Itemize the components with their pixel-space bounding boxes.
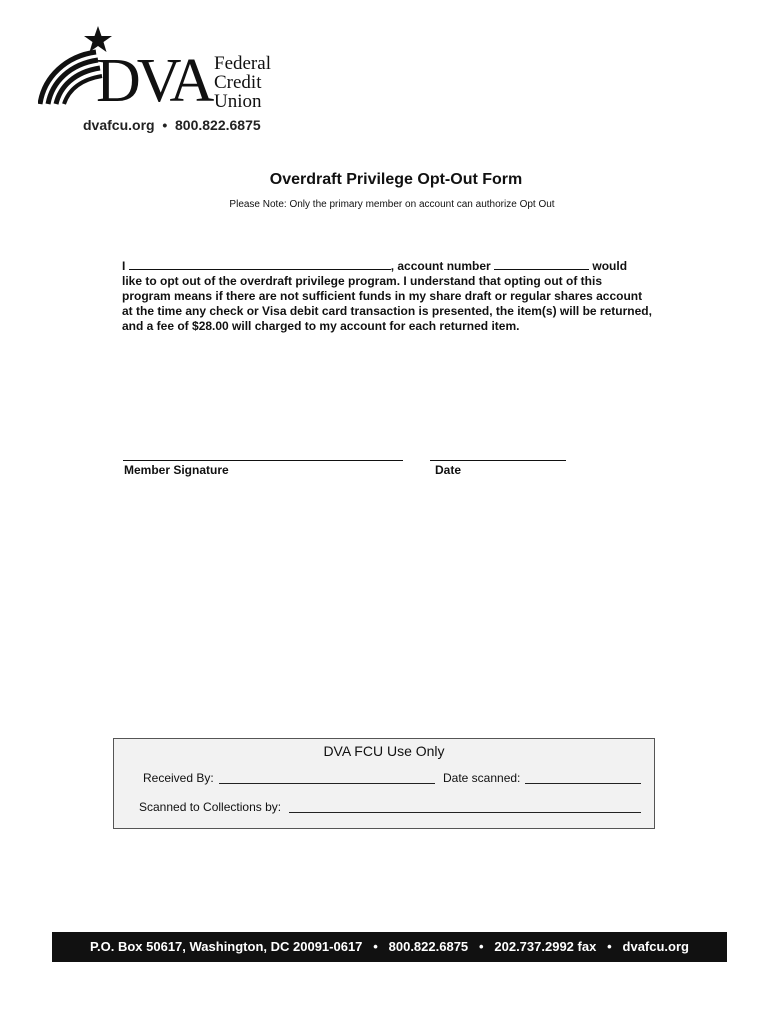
statement-account-label: , account number [390,259,491,273]
statement-prefix: I [122,259,126,273]
office-use-title: DVA FCU Use Only [323,743,445,759]
logo-word-credit: Credit [214,72,262,93]
office-use-box [113,738,655,829]
logo-word-federal: Federal [214,53,271,74]
date-line[interactable] [430,460,566,461]
contact-line: dvafcu.org • 800.822.6875 [83,117,261,133]
footer-bar: P.O. Box 50617, Washington, DC 20091-0617 • 800.822.6875 • 202.737.2992 fax • dvafcu.org [52,932,727,962]
statement-body: like to opt out of the overdraft privilege program. I understand that opting out of this program means if there are not sufficient funds in my share draft or regular shares account at the time any check or Visa debit card transaction is presented, the item(s) will be returned, and a fee of $28.00 will charged to my account for each returned item. [122,274,652,333]
received-by-line[interactable] [219,783,435,784]
statement-would: would [589,259,628,273]
date-scanned-line[interactable] [525,783,641,784]
received-by-label: Received By: [143,771,214,785]
member-name-blank[interactable] [129,259,391,270]
dva-logo [38,22,298,115]
date-label: Date [435,463,462,477]
account-number-blank[interactable] [494,259,589,270]
form-title: Overdraft Privilege Opt-Out Form [269,171,523,188]
form-note: Please Note: Only the primary member on account can authorize Opt Out [229,199,555,210]
member-signature-label: Member Signature [124,463,229,477]
opt-out-statement [122,259,652,334]
date-scanned-label: Date scanned: [443,771,521,785]
logo-word-union: Union [214,91,262,112]
logo-brand: DVA [96,47,211,115]
member-signature-line[interactable] [123,460,403,461]
scanned-to-collections-line[interactable] [289,812,641,813]
scanned-to-collections-label: Scanned to Collections by: [139,800,282,814]
